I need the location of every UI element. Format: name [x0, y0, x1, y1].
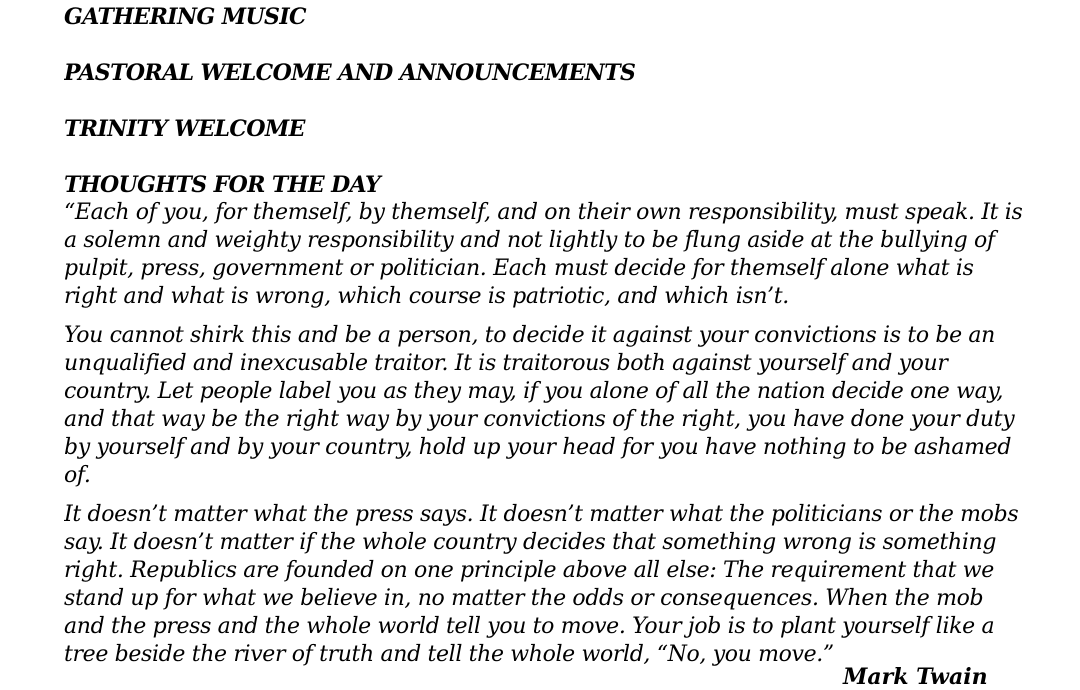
quote-paragraph-2: You cannot shirk this and be a person, to decide it against your convictions is to be an unqualified and inexcusable traitor. It is traitorous both against yourself and your country. Let people label you as they may, if you alone of all the nation decide one way, and that way be the right way by your convictions of the right, you have done your duty by yourself and by your country, hold up your head for you have nothing to be ashamed of. [64, 323, 1015, 488]
bulletin-page [64, 0, 1024, 675]
heading-gathering-music: GATHERING MUSIC [64, 4, 306, 30]
quote-paragraph-3: It doesn’t matter what the press says. It doesn’t matter what the politicians or the mobs say. It doesn’t matter if the whole country decides that something wrong is something right. Republics are founded on one principle above all else: The requirement that we stand up for what we believe in, no matter the odds or consequences. When the mob and the press and the whole world tell you to move. Your job is to plant yourself like a tree beside the river of truth and tell the whole world, “No, you move.” [64, 502, 1019, 667]
quote-author: Mark Twain [843, 664, 988, 690]
heading-thoughts-for-the-day: THOUGHTS FOR THE DAY [64, 172, 381, 198]
quote-block [64, 199, 1024, 675]
quote-paragraph-1: “Each of you, for themself, by themself, and on their own responsibility, must speak. It is a solemn and weighty responsibility and not lightly to be flung aside at the bullying of pulpit, press, government or politician. Each must decide for themself alone what is right and what is wrong, which course is patriotic, and which isn’t. [64, 200, 1023, 309]
heading-pastoral-welcome: PASTORAL WELCOME AND ANNOUNCEMENTS [64, 60, 636, 86]
heading-trinity-welcome: TRINITY WELCOME [64, 116, 305, 142]
